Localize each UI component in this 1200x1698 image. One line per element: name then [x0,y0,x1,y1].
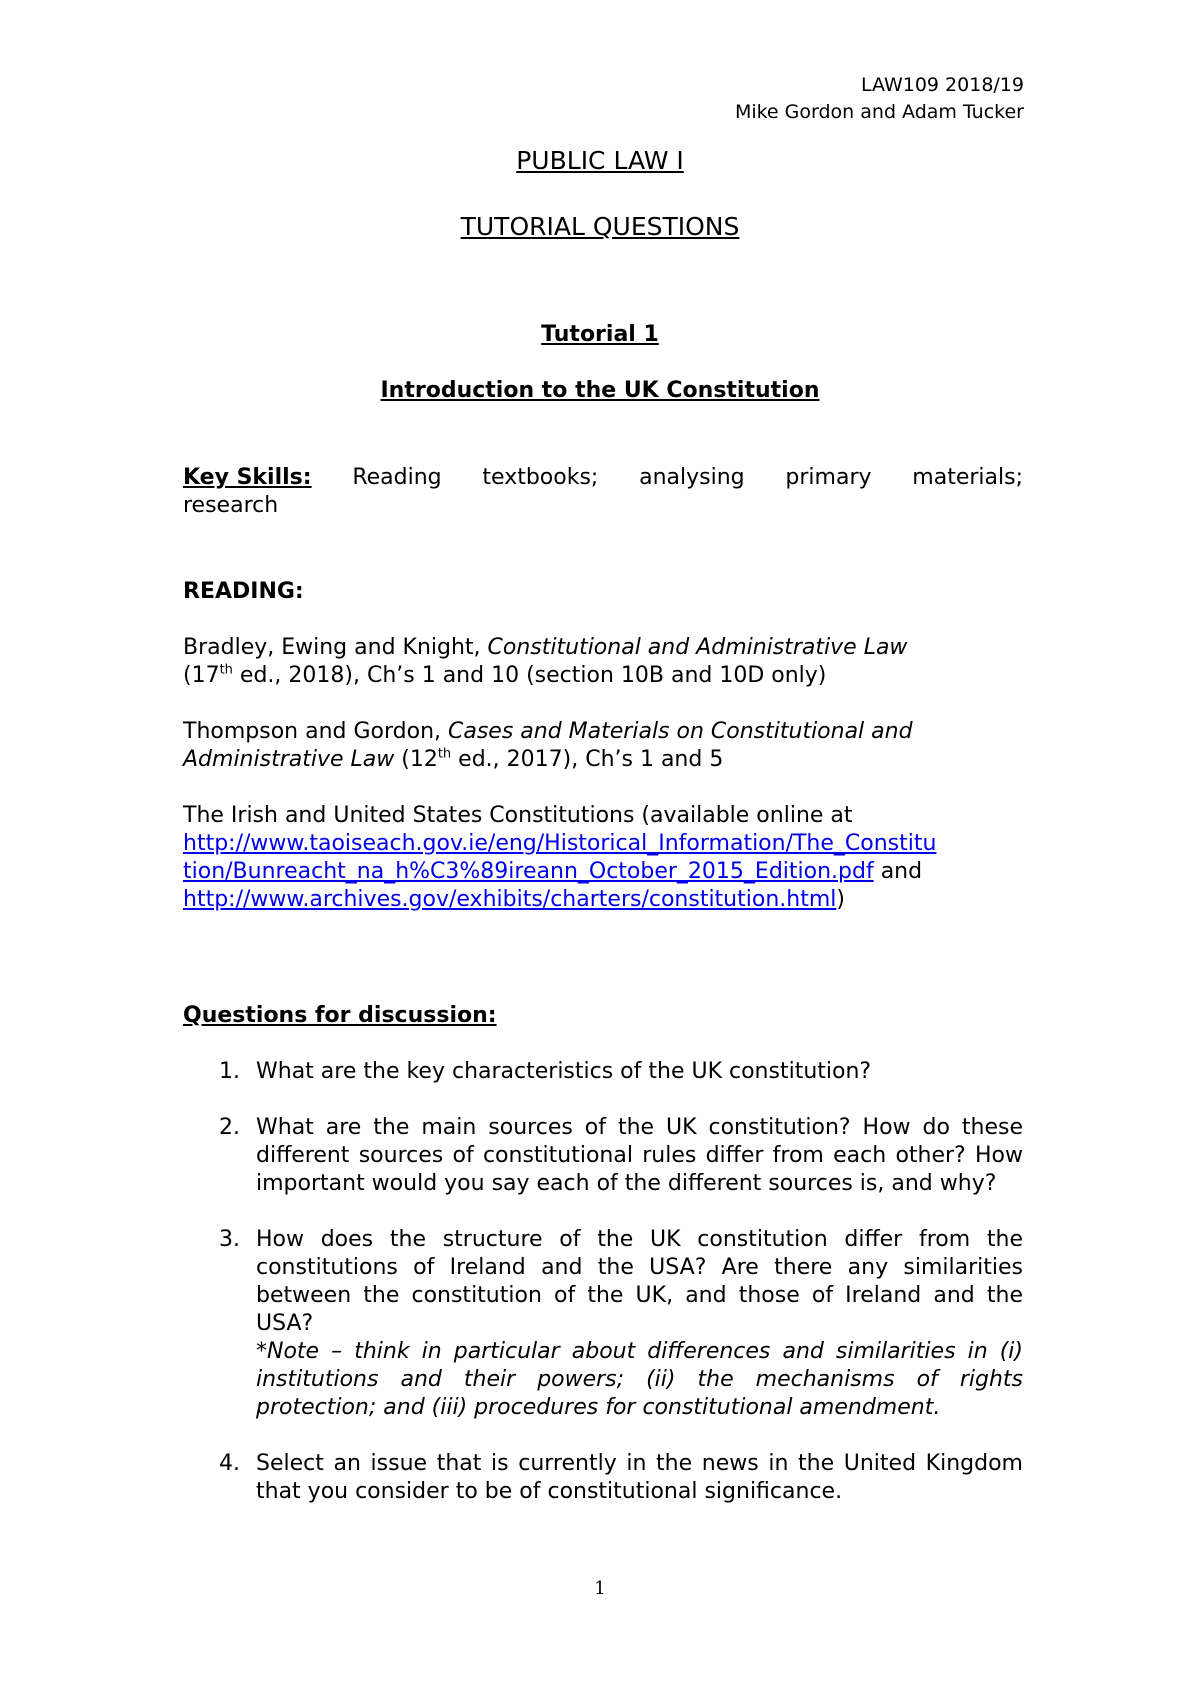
question-number: 4. [219,1451,240,1476]
document-title: PUBLIC LAW I [516,146,684,175]
key-skills-word: analysing [639,465,745,490]
key-skills-row [183,464,1023,492]
close-paren: ) [836,887,845,912]
reading-item-2 [183,718,1023,774]
reading-heading: READING: [183,579,304,604]
reading-item-1 [183,634,1023,690]
document-subtitle: TUTORIAL QUESTIONS [460,212,740,241]
question-note: *Note – think in particular about differences and similarities in (i) institutions and their powers; (ii) the mechanisms of rights protection; and (iii) procedures for constitutional amendment. [256,1339,1023,1420]
edition-sup: th [437,746,452,762]
book-title-cont: Administrative Law [183,747,395,772]
page-number: 1 [594,1578,606,1599]
question-number: 3. [219,1227,240,1252]
and-text: and [873,859,923,884]
reading-intro: The Irish and United States Constitutions (available online at [183,803,853,828]
edition-open: (12 [394,747,438,772]
key-skills-word: Reading [352,465,442,490]
question-number: 2. [219,1115,240,1140]
key-skills-label: Key Skills: [183,465,312,490]
reading-authors: Bradley, Ewing and Knight, [183,635,488,660]
irish-constitution-link[interactable]: http://www.taoiseach.gov.ie/eng/Historical_Information/The_Constitu [183,831,937,856]
header-authors: Mike Gordon and Adam Tucker [734,101,1024,123]
key-skills-word: primary [785,465,872,490]
irish-constitution-link-cont[interactable]: tion/Bunreacht_na_h%C3%89ireann_October_2015_Edition.pdf [183,859,874,884]
page-header [735,72,1024,126]
question-text: Select an issue that is currently in the news in the United Kingdom that you consider to be of constitutional significance. [256,1451,1023,1504]
book-title: Cases and Materials on Constitutional and [448,719,913,744]
us-constitution-link[interactable]: http://www.archives.gov/exhibits/charters/constitution.html [183,887,837,912]
tutorial-number: Tutorial 1 [541,322,659,347]
key-skills-word: textbooks; [482,465,599,490]
key-skills [183,464,1023,520]
reading-authors: Thompson and Gordon, [183,719,448,744]
question-text: How does the structure of the UK constitution differ from the constitutions of Ireland and the USA? Are there any similarities between the constitution of the UK, and those of Ireland and the USA? [256,1227,1023,1336]
questions-list [183,1058,1023,1534]
book-title: Constitutional and Administrative Law [487,635,908,660]
question-text: What are the key characteristics of the UK constitution? [256,1059,872,1084]
tutorial-topic: Introduction to the UK Constitution [380,378,820,403]
reading-item-3 [183,802,1023,914]
question-number: 1. [219,1059,240,1084]
key-skills-continuation: research [183,493,279,518]
question-item [183,1450,1023,1506]
edition-details: ed., 2017), Ch’s 1 and 5 [451,747,724,772]
edition-open: (17 [183,663,220,688]
edition-details: ed., 2018), Ch’s 1 and 10 (section 10B and 10D only) [232,663,827,688]
question-item [183,1226,1023,1422]
questions-heading: Questions for discussion: [183,1003,497,1028]
key-skills-word: materials; [912,465,1023,490]
question-text: What are the main sources of the UK constitution? How do these different sources of constitutional rules differ from each other? How important would you say each of the different sources is, and why? [256,1115,1023,1196]
edition-sup: th [219,662,233,678]
course-code: LAW109 2018/19 [860,74,1024,96]
question-item [183,1058,1023,1086]
question-item [183,1114,1023,1198]
